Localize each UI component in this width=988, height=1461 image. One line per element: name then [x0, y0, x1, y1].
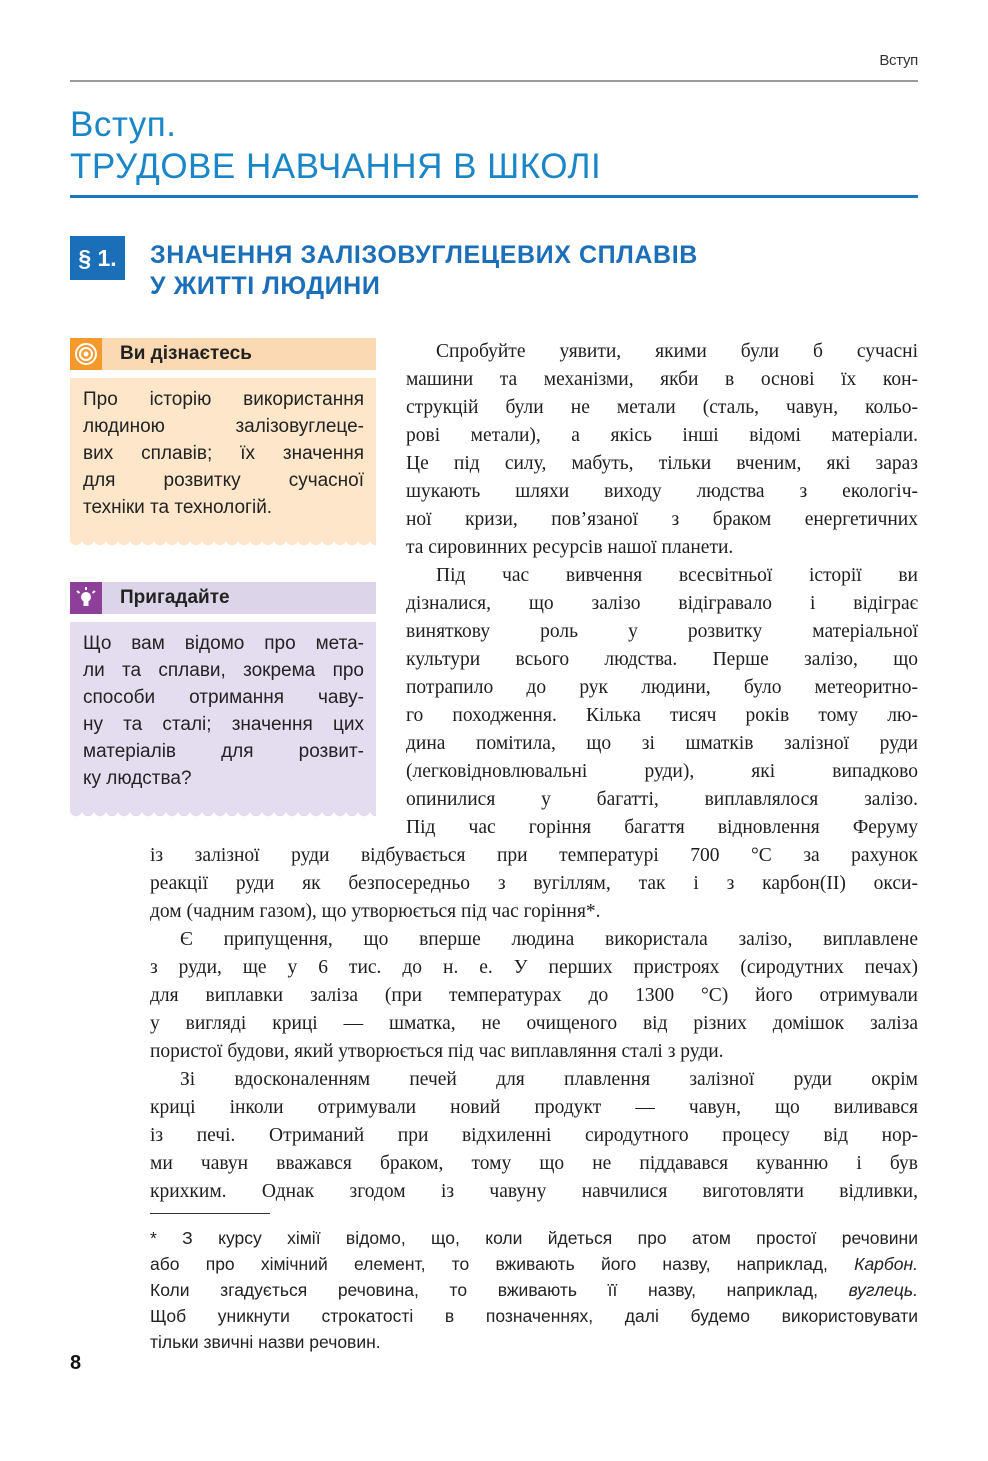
text-line: для виплавки заліза (при температурах до 1300 °С) його отримували — [150, 985, 918, 1006]
learn-box-body — [70, 378, 376, 539]
top-rule — [70, 80, 918, 82]
text-line: із печі. Отриманий при відхиленні сиродутного процесу від нор- — [150, 1125, 918, 1146]
right-column-text — [406, 338, 918, 842]
text-line: (легковідновлювальні руди), які випадково — [406, 761, 918, 782]
target-icon — [70, 338, 102, 370]
text-line: Є припущення, що вперше людина використала залізо, виплавлене — [180, 929, 918, 950]
learn-box-heading: Ви дізнаєтесь — [120, 343, 252, 364]
running-head: Вступ — [879, 52, 918, 69]
text-line: шукають шляхи виходу людства з екологіч- — [406, 481, 918, 502]
learn-line: вих сплавів; їх значення — [83, 443, 364, 464]
chapter-title — [70, 104, 918, 188]
footnote-text: або про хімічний елемент, то вживають його назву, наприклад, — [150, 1254, 855, 1274]
text-line: го походження. Кілька тисяч років тому лю- — [406, 705, 918, 726]
chapter-rule — [70, 195, 918, 198]
recall-box-body — [70, 622, 376, 810]
text-line: опинилися у багатті, виплавлялося залізо. — [406, 789, 918, 810]
footnote-example: Карбон. — [854, 1254, 918, 1274]
learn-box-header — [70, 338, 376, 370]
learn-line: техніки та технологій. — [83, 497, 273, 518]
recall-box — [70, 582, 376, 818]
chapter-title-line1: Вступ. — [70, 105, 177, 144]
text-line: струкцій були не метали (сталь, чавун, кольо- — [406, 397, 918, 418]
footnote-line: тільки звичні назви речовин. — [150, 1332, 381, 1352]
learn-box-wave-edge — [70, 539, 376, 547]
learn-line: людиною залізовуглеце- — [83, 416, 364, 437]
text-line: потрапило до рук людини, було метеоритно- — [406, 677, 918, 698]
text-line: машини та механізми, якби в основі їх кон- — [406, 369, 918, 390]
full-width-text — [150, 842, 918, 1206]
text-line: дом (чадним газом), що утворюється під час горіння*. — [150, 901, 601, 922]
text-line: Це під силу, мабуть, тільки вченим, які зараз — [406, 453, 918, 474]
text-line: дізналися, що залізо відігравало і відіграє — [406, 593, 918, 614]
text-line: та сировинних ресурсів нашої планети. — [406, 537, 734, 558]
text-line: у вигляді криці — шматка, не очищеного від різних домішок заліза — [150, 1013, 918, 1034]
footnote-line: * З курсу хімії відомо, що, коли йдеться про атом простої речовини — [150, 1228, 918, 1248]
text-line: виняткову роль у розвитку матеріальної — [406, 621, 918, 642]
learn-line: Про історію використання — [83, 389, 364, 410]
recall-box-header — [70, 582, 376, 614]
recall-box-heading: Пригадайте — [120, 587, 230, 608]
footnote-text: Коли згадується речовина, то вживають її назву, наприклад, — [150, 1280, 849, 1300]
text-line: Спробуйте уявити, якими були б сучасні — [436, 341, 918, 362]
text-line: криці інколи отримували новий продукт — чавун, що виливався — [150, 1097, 918, 1118]
text-line: ми чавун вважався браком, тому що не піддавався куванню і був — [150, 1153, 918, 1174]
text-line: із залізної руди відбувається при температурі 700 °С за рахунок — [150, 845, 918, 866]
text-line: рові метали), а якісь інші відомі матеріали. — [406, 425, 918, 446]
text-line: реакції руди як безпосередньо з вугіллям, так і з карбон(II) окси- — [150, 873, 918, 894]
section-title-line1: ЗНАЧЕННЯ ЗАЛІЗОВУГЛЕЦЕВИХ СПЛАВІВ — [150, 241, 698, 269]
page-number: 8 — [70, 1352, 82, 1374]
footnote-example: вуглець. — [848, 1280, 918, 1300]
footnote — [150, 1225, 918, 1355]
text-line: пористої будови, який утворюється під час виплавляння сталі з руди. — [150, 1041, 724, 1062]
recall-line: ку людства? — [83, 768, 192, 789]
text-line: з руди, ще у 6 тис. до н. е. У перших пристроях (сиродутних печах) — [150, 957, 918, 978]
recall-line: ли та сплави, зокрема про — [83, 660, 364, 681]
lightbulb-icon — [70, 582, 102, 614]
recall-line: матеріалів для розвит- — [83, 741, 364, 762]
footnote-line — [150, 1251, 918, 1277]
chapter-title-line2: ТРУДОВЕ НАВЧАННЯ В ШКОЛІ — [70, 147, 602, 186]
footnote-line — [150, 1277, 918, 1303]
text-line: крихким. Однак згодом із чавуну навчилися виготовляти відливки, — [150, 1181, 918, 1202]
section-number-badge: § 1. — [70, 236, 125, 280]
section-title — [150, 240, 850, 302]
text-line: Під час вивчення всесвітньої історії ви — [436, 565, 918, 586]
text-line: ної кризи, пов’язаної з браком енергетичних — [406, 509, 918, 530]
text-line: Під час горіння багаття відновлення Феруму — [406, 817, 918, 838]
text-line: Зі вдосконаленням печей для плавлення залізної руди окрім — [180, 1069, 918, 1090]
footnote-line: Щоб уникнути строкатості в позначеннях, далі будемо використовувати — [150, 1306, 918, 1326]
footnote-rule — [150, 1213, 270, 1214]
learn-line: для розвитку сучасної — [83, 470, 364, 491]
recall-box-wave-edge — [70, 810, 376, 818]
text-line: культури всього людства. Перше залізо, що — [406, 649, 918, 670]
section-title-line2: У ЖИТТІ ЛЮДИНИ — [150, 272, 381, 300]
learn-box — [70, 338, 376, 547]
recall-line: Що вам відомо про мета- — [83, 633, 364, 654]
text-line: дина помітила, що зі шматків залізної руди — [406, 733, 918, 754]
recall-line: способи отримання чаву- — [83, 687, 364, 708]
recall-line: ну та сталі; значення цих — [83, 714, 364, 735]
